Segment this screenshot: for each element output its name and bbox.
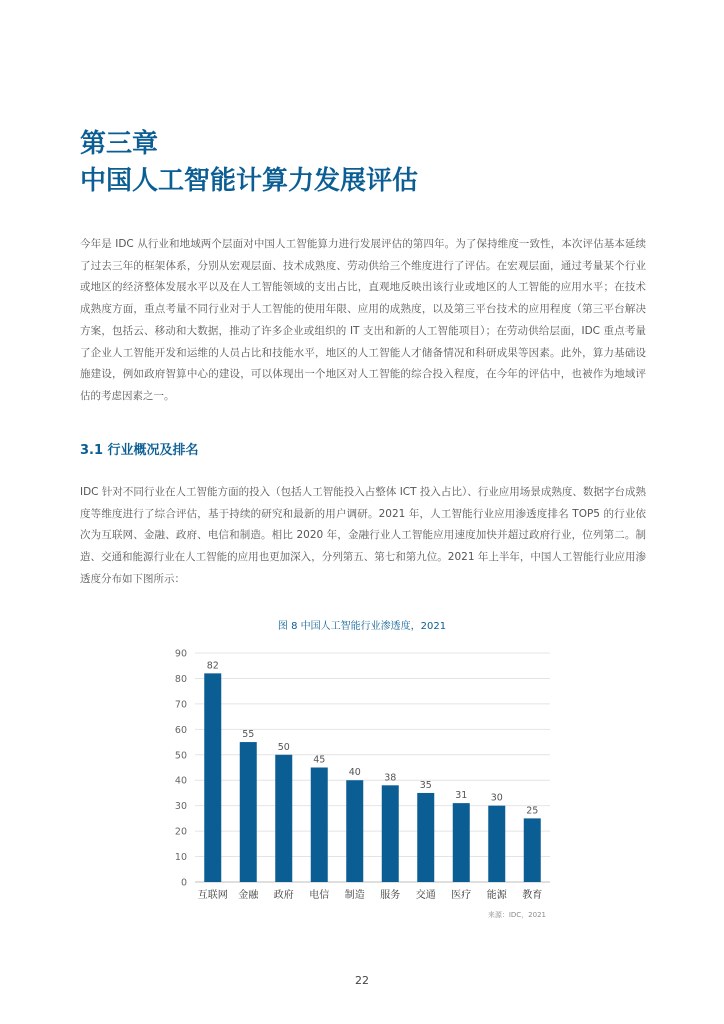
bar-chart <box>160 640 560 905</box>
section-paragraph: IDC 针对不同行业在人工智能方面的投入（包括人工智能投入占整体 ICT 投入占比）、行业应用场景成熟度、数据字台成熟度等维度进行了综合评估，基于持续的研究和最新的用户调研。2021 年，人工智能行业应用渗透度排名 TOP5 的行业依次为互联网、金融、政府、电信和制造。相比 2020 年，金融行业人工智能应用速度加快并超过政府行业，位列第二。制造、交通和能源行业在人工智能的应用也更加深入，分列第五、第七和第九位。2021 年上半年，中国人工智能行业应用渗透度分布如下图所示： <box>80 486 646 585</box>
data-label: 30 <box>490 792 503 804</box>
bar <box>275 755 292 882</box>
bar <box>240 742 257 882</box>
y-tick-label: 60 <box>174 724 187 736</box>
x-tick-label: 教育 <box>522 890 543 901</box>
x-tick-label: 互联网 <box>197 890 228 901</box>
chapter-title <box>80 126 418 200</box>
page-number: 22 <box>355 974 369 987</box>
bar <box>488 806 505 882</box>
x-tick-label: 服务 <box>380 890 401 901</box>
data-label: 40 <box>348 767 361 779</box>
bar <box>417 793 434 882</box>
bar <box>204 673 221 882</box>
y-tick-label: 50 <box>174 750 187 762</box>
data-label: 38 <box>384 772 397 784</box>
bar <box>453 803 470 882</box>
figure-source: 来源：IDC，2021 <box>487 911 546 919</box>
y-tick-label: 10 <box>174 852 187 864</box>
data-label: 25 <box>526 805 539 817</box>
y-tick-label: 0 <box>180 877 187 889</box>
data-label: 35 <box>419 779 432 791</box>
section-heading: 3.1 行业概况及排名 <box>80 443 199 458</box>
data-label: 45 <box>313 754 326 766</box>
y-tick-label: 30 <box>174 801 187 813</box>
x-tick-label: 医疗 <box>451 890 472 901</box>
bar <box>311 768 328 883</box>
chapter-name: 中国人工智能计算力发展评估 <box>80 166 419 196</box>
x-tick-label: 政府 <box>273 890 294 901</box>
bar <box>382 785 399 882</box>
y-tick-label: 20 <box>174 826 187 838</box>
x-tick-label: 交通 <box>415 890 436 901</box>
y-tick-label: 70 <box>174 699 187 711</box>
y-tick-label: 90 <box>174 648 187 660</box>
data-label: 82 <box>206 660 219 672</box>
data-label: 50 <box>277 741 290 753</box>
chapter-number: 第三章 <box>80 129 159 159</box>
x-tick-label: 金融 <box>238 890 259 901</box>
intro-paragraph: 今年是 IDC 从行业和地域两个层面对中国人工智能算力进行发展评估的第四年。为了保持维度一致性，本次评估基本延续了过去三年的框架体系，分别从宏观层面、技术成熟度、劳动供给三个维度进行了评估。在宏观层面，通过考量某个行业或地区的经济整体发展水平以及在人工智能领域的支出占比，直观地反映出该行业或地区的人工智能的应用水平；在技术成熟度方面，重点考量不同行业对于人工智能的使用年限、应用的成熟度，以及第三平台技术的应用程度（第三平台解决方案，包括云、移动和大数据，推动了许多企业或组织的 IT 支出和新的人工智能项目）；在劳动供给层面，IDC 重点考量了企业人工智能开发和运维的人员占比和技能水平，地区的人工智能人才储备情况和科研成果等因素。此外，算力基础设施建设，例如政府智算中心的建设，可以体现出一个地区对人工智能的综合投入程度，在今年的评估中，也被作为地域评估的考虑因素之一。 <box>80 238 646 402</box>
figure-caption: 图 8 中国人工智能行业渗透度，2021 <box>277 621 447 632</box>
bar <box>346 780 363 882</box>
x-tick-label: 能源 <box>486 890 507 901</box>
data-label: 55 <box>242 729 255 741</box>
y-tick-label: 40 <box>174 775 187 787</box>
bar <box>524 818 541 882</box>
x-tick-label: 制造 <box>344 890 365 901</box>
y-tick-label: 80 <box>174 673 187 685</box>
data-label: 31 <box>455 790 468 802</box>
x-tick-label: 电信 <box>309 890 330 901</box>
